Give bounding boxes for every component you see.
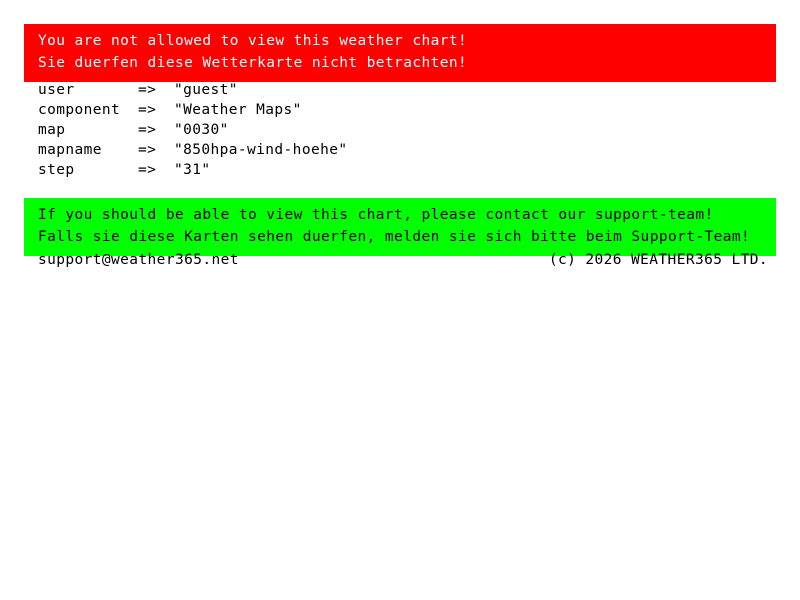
table-row xyxy=(38,160,347,180)
parameter-value: "0030" xyxy=(174,122,229,138)
parameter-key: mapname xyxy=(38,142,102,158)
error-banner-line-de: Sie duerfen diese Wetterkarte nicht betrachten! xyxy=(38,55,468,71)
support-banner xyxy=(24,198,776,256)
table-row xyxy=(38,140,347,160)
error-banner xyxy=(24,24,776,82)
error-banner-line-en: You are not allowed to view this weather chart! xyxy=(38,33,468,49)
parameter-arrow: => xyxy=(138,162,157,178)
parameter-key: component xyxy=(38,102,121,118)
parameter-arrow: => xyxy=(138,102,157,118)
parameter-value: "850hpa-wind-hoehe" xyxy=(174,142,348,158)
parameter-key: user xyxy=(38,82,75,98)
request-parameters xyxy=(38,80,347,180)
parameter-arrow: => xyxy=(138,82,157,98)
parameter-value: "31" xyxy=(174,162,211,178)
parameter-arrow: => xyxy=(138,122,157,138)
copyright-text: (c) 2026 WEATHER365 LTD. xyxy=(548,252,768,268)
parameter-value: "Weather Maps" xyxy=(174,102,302,118)
parameter-key: map xyxy=(38,122,66,138)
parameter-key: step xyxy=(38,162,75,178)
parameter-arrow: => xyxy=(138,142,157,158)
table-row xyxy=(38,120,347,140)
parameter-value: "guest" xyxy=(174,82,238,98)
support-banner-line-en: If you should be able to view this chart, please contact our support-team! xyxy=(38,207,714,223)
support-email-link[interactable]: support@weather365.net xyxy=(38,252,239,268)
table-row xyxy=(38,100,347,120)
parameter-table xyxy=(38,80,347,180)
page-footer xyxy=(38,250,768,270)
support-banner-line-de: Falls sie diese Karten sehen duerfen, melden sie sich bitte beim Support-Team! xyxy=(38,229,751,245)
table-row xyxy=(38,80,347,100)
